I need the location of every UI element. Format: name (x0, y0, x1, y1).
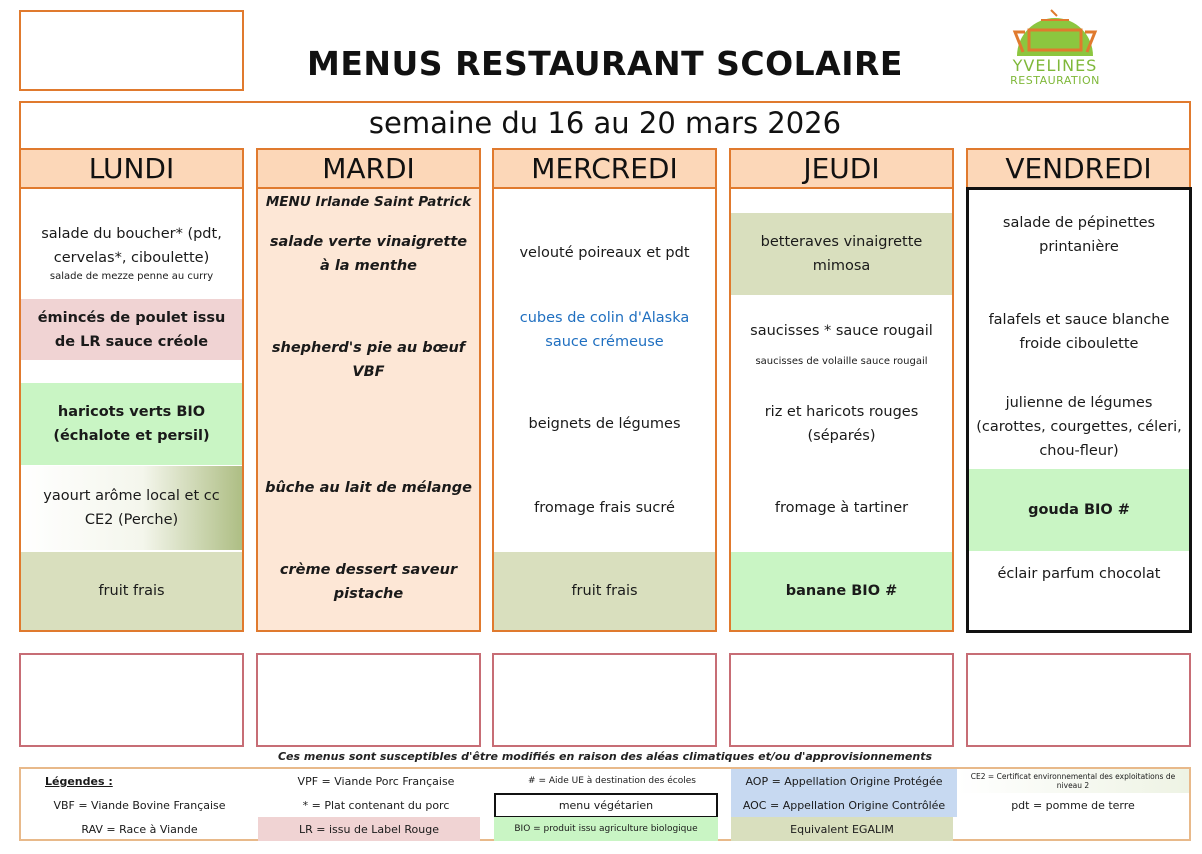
day-header-vendredi: VENDREDI (966, 148, 1191, 189)
menu-item-text: salade de pépinettes printanière (1002, 215, 1156, 255)
menu-item-text: salade verte vinaigrette à la menthe (269, 234, 468, 274)
menu-item-dairy (258, 461, 479, 515)
menu-item-dessert (969, 552, 1189, 596)
disclaimer: Ces menus sont susceptibles d'être modifiés en raison des aléas climatiques et/ou d'approvisionnements (277, 750, 933, 763)
menu-item-alternative: saucisses de volaille sauce rougail (755, 356, 928, 367)
menu-item-text: cubes de colin d'Alaska sauce crémeuse (519, 310, 690, 350)
notes-box-mercredi (492, 653, 717, 747)
legend-pdt: pdt = pomme de terre (1011, 798, 1135, 812)
legend-aop: AOP = Appellation Origine Protégée (731, 769, 957, 793)
menu-item-starter (731, 213, 952, 295)
legend (19, 767, 1191, 841)
menu-item-dairy (21, 466, 242, 550)
menu-item-dairy (494, 466, 715, 550)
menu-item-side (969, 386, 1189, 468)
legend-aoc: AOC = Appellation Origine Contrôlée (731, 793, 957, 817)
menu-item-text: yaourt arôme local et cc CE2 (Perche) (43, 488, 220, 528)
week-label: semaine du 16 au 20 mars 2026 (368, 106, 842, 140)
dish-icon (995, 4, 1115, 60)
menu-item-text: fruit frais (98, 583, 165, 599)
legend-vbf: VBF = Viande Bovine Française (53, 798, 226, 812)
menu-item-text: émincés de poulet issu de LR sauce créole (37, 309, 226, 350)
day-header-lundi: LUNDI (19, 148, 244, 189)
menu-item-main (21, 299, 242, 360)
menu-item-text: bûche au lait de mélange (265, 480, 472, 496)
menu-item-dessert (494, 552, 715, 630)
day-column-mardi (256, 189, 481, 632)
legend-hash: # = Aide UE à destination des écoles (528, 776, 696, 786)
menu-item-text: riz et haricots rouges (séparés) (764, 404, 919, 444)
menu-item-text: shepherd's pie au bœuf VBF (271, 340, 466, 380)
menu-item-side (731, 383, 952, 465)
brand-name: YVELINES (1012, 56, 1098, 75)
menu-item-text: falafels et sauce blanche froide ciboulette (988, 312, 1170, 352)
notes-box-mardi (256, 653, 481, 747)
day-column-lundi (19, 189, 244, 632)
menu-item-dessert (258, 544, 479, 620)
menu-item-main (494, 299, 715, 361)
menu-item-text: banane BIO # (785, 583, 898, 599)
legend-egalim: Equivalent EGALIM (731, 817, 953, 841)
menu-item-main (731, 304, 952, 384)
legend-bio: BIO = produit issu agriculture biologique (494, 817, 718, 841)
theme-banner (258, 189, 479, 215)
menu-item-text: fromage à tartiner (774, 500, 909, 516)
menu-item-starter (494, 209, 715, 297)
menu-item-text: saucisses * sauce rougail (750, 323, 933, 339)
menu-item-main (969, 302, 1189, 362)
school-logo-placeholder (19, 10, 244, 91)
day-header-mardi: MARDI (256, 148, 481, 189)
day-column-mercredi (492, 189, 717, 632)
menu-item-dessert (731, 552, 952, 630)
legend-porc: * = Plat contenant du porc (302, 798, 450, 812)
legend-vegetarian: menu végétarien (494, 793, 718, 818)
menu-item-side (494, 383, 715, 465)
day-header-mercredi: MERCREDI (492, 148, 717, 189)
menu-item-alternative: salade de mezze penne au curry (49, 271, 214, 282)
notes-box-lundi (19, 653, 244, 747)
menu-item-text: gouda BIO # (1028, 502, 1130, 518)
page-title: MENUS RESTAURANT SCOLAIRE (307, 44, 903, 83)
menu-item-text: haricots verts BIO (échalote et persil) (53, 404, 210, 444)
legend-vpf: VPF = Viande Porc Française (297, 774, 455, 788)
day-header-jeudi: JEUDI (729, 148, 954, 189)
brand-subtitle: RESTAURATION (1010, 74, 1100, 87)
brand-logo (985, 4, 1125, 90)
menu-item-side (21, 383, 242, 465)
notes-box-vendredi (966, 653, 1191, 747)
menu-item-dairy (731, 466, 952, 550)
menu-item-text: beignets de légumes (528, 416, 681, 432)
menu-item-text: velouté poireaux et pdt (519, 245, 690, 261)
menu-item-dairy (969, 469, 1189, 551)
menu-item-starter (969, 200, 1189, 270)
menu-item-text: éclair parfum chocolat (997, 566, 1161, 582)
menu-item-starter (258, 219, 479, 289)
day-column-vendredi (966, 187, 1192, 633)
menu-item-main (258, 334, 479, 386)
menu-item-text: fruit frais (571, 583, 638, 599)
legend-rav: RAV = Race à Viande (81, 822, 198, 836)
menu-item-text: betteraves vinaigrette mimosa (760, 234, 923, 274)
menu-item-text: julienne de légumes (carottes, courgettes, céleri, chou-fleur) (976, 395, 1182, 459)
legend-lr: LR = issu de Label Rouge (258, 817, 480, 841)
day-column-jeudi (729, 189, 954, 632)
notes-box-jeudi (729, 653, 954, 747)
menu-item-text: fromage frais sucré (534, 500, 675, 516)
menu-item-starter (21, 209, 242, 297)
legend-title: Légendes : (45, 774, 113, 788)
menu-item-dessert (21, 552, 242, 630)
theme-text: MENU Irlande Saint Patrick (265, 194, 472, 210)
menu-item-text: crème dessert saveur pistache (279, 562, 458, 602)
menu-item-text: salade du boucher* (pdt, cervelas*, ciboulette) (41, 226, 222, 266)
legend-ce2: CE2 = Certificat environnemental des exploitations de niveau 2 (957, 769, 1189, 793)
